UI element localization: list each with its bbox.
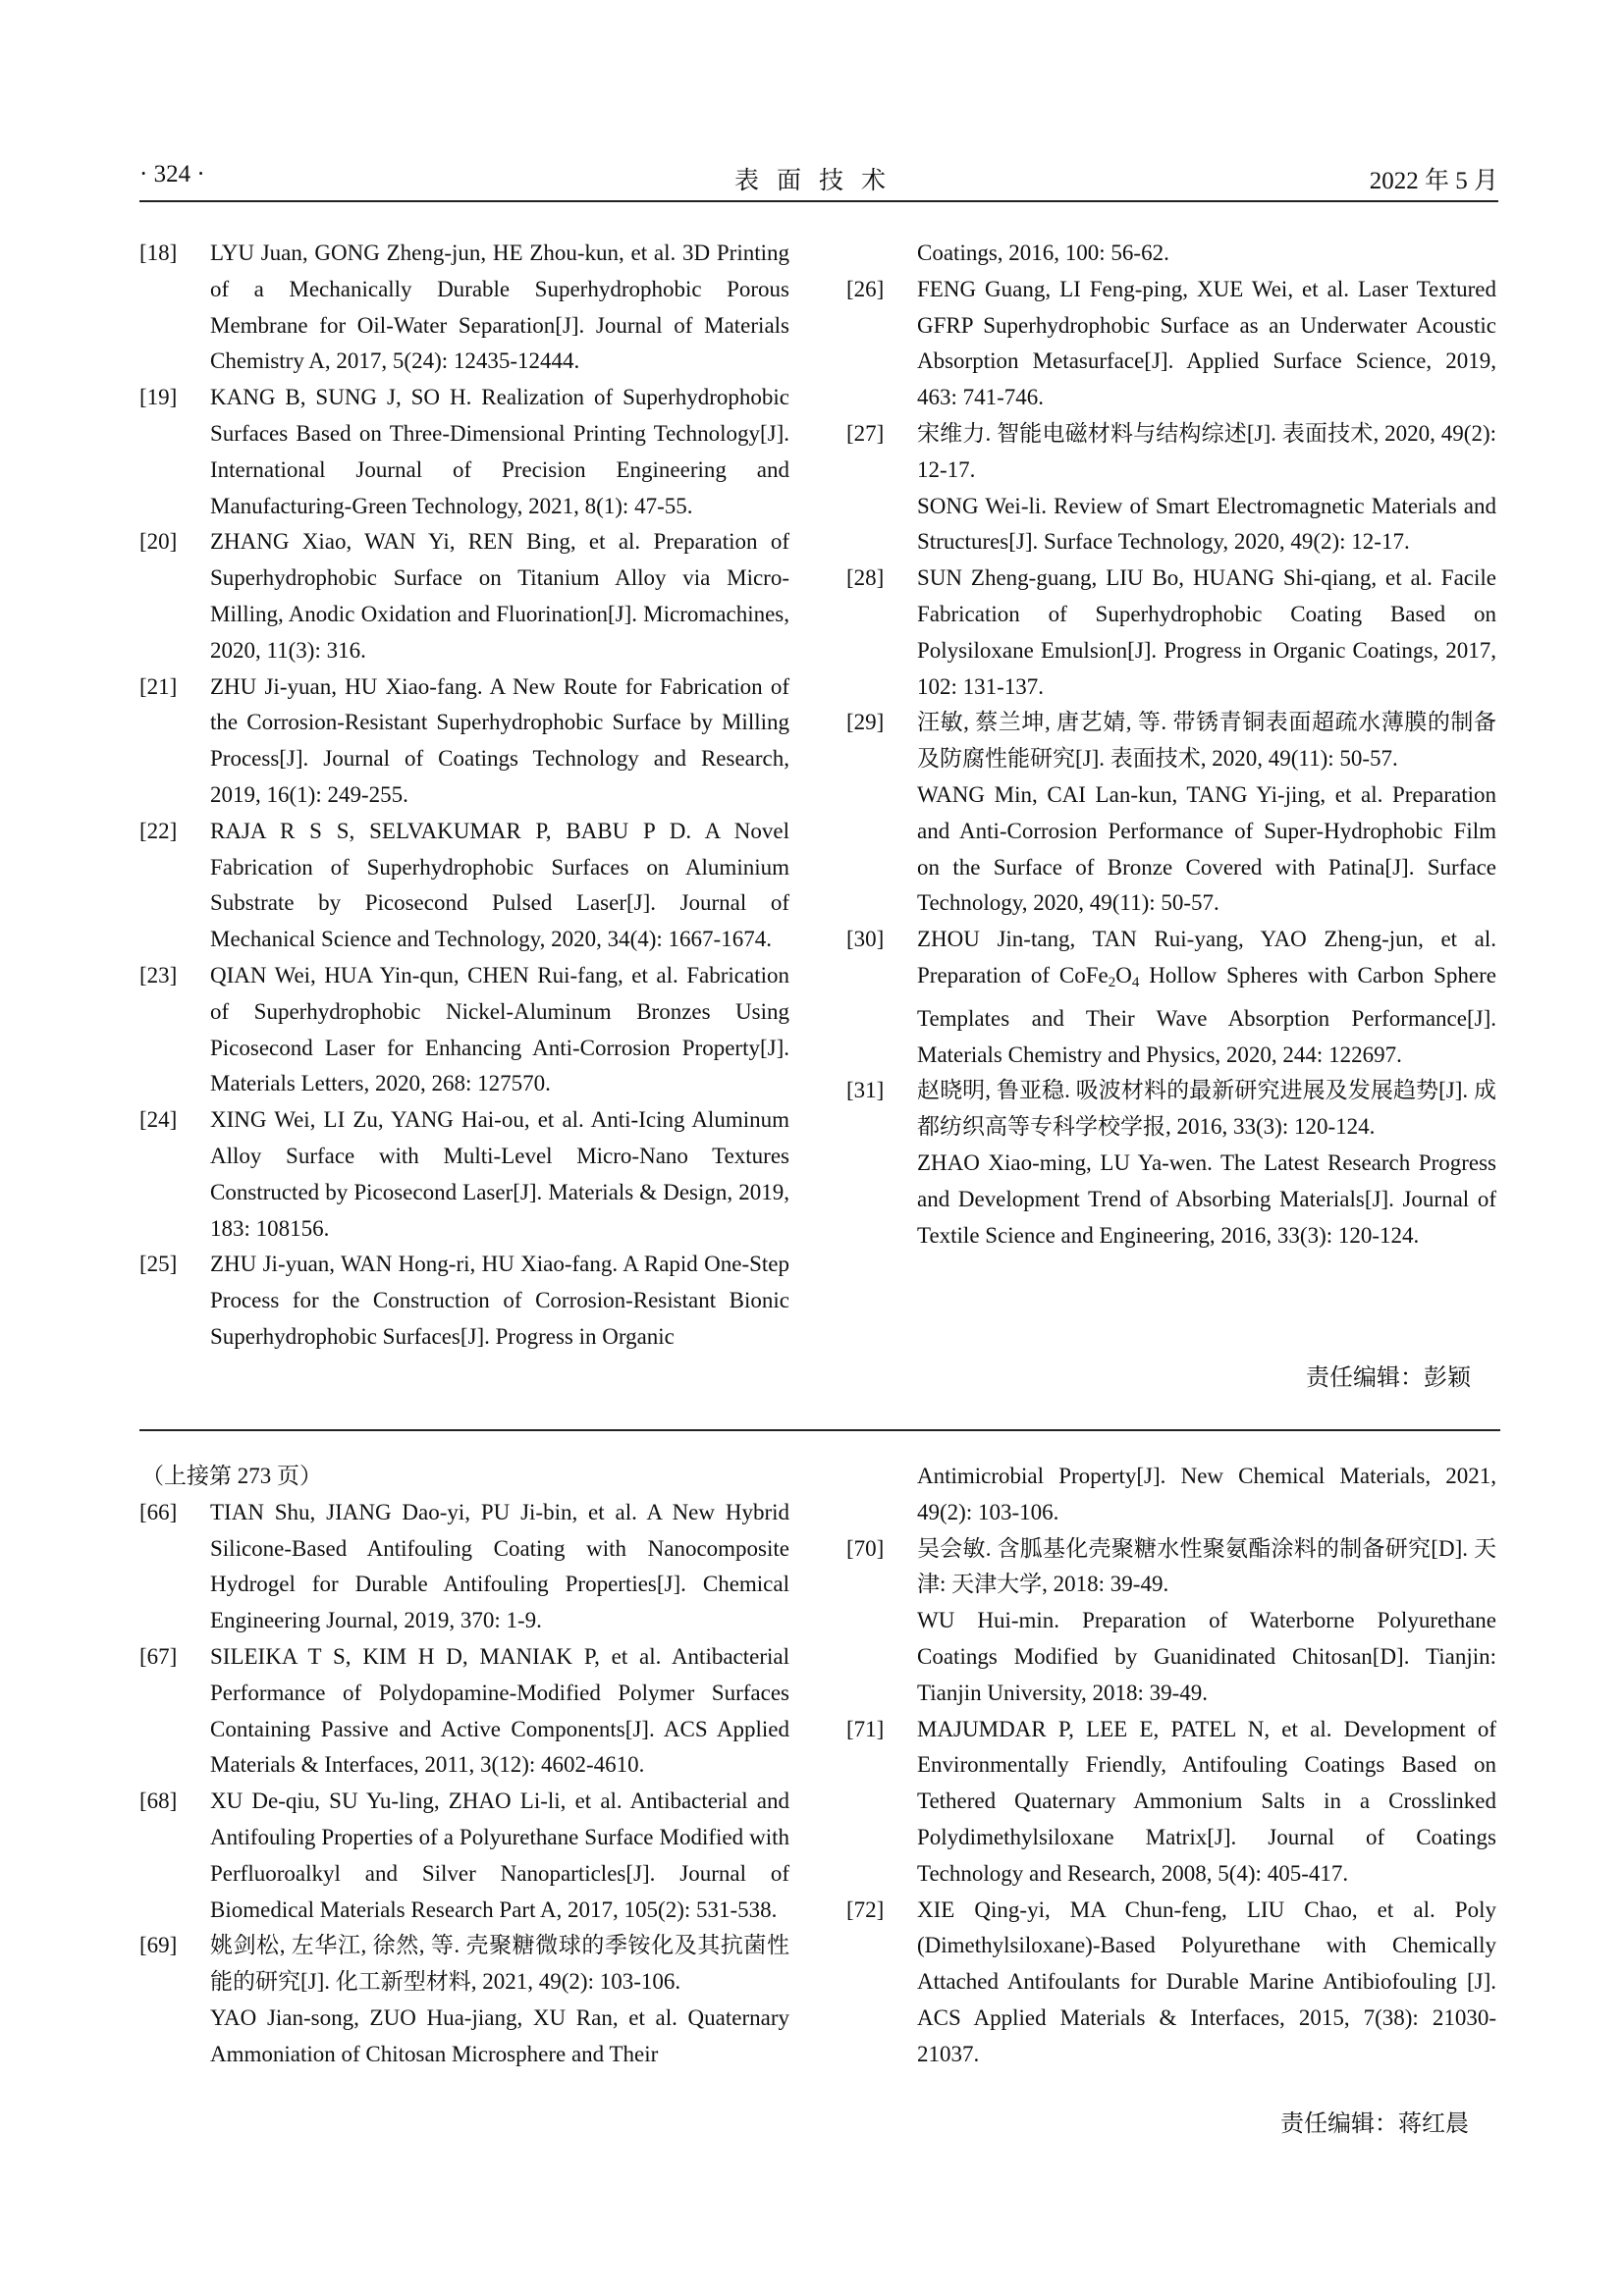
reference-item <box>846 1893 1496 2073</box>
reference-text: KANG B, SUNG J, SO H. Realization of Superhydrophobic Surfaces Based on Three-Dimensional Printing Technology[J]. International Journal of Precision Engineering and Manufacturing-Green Technology, 2021, 8(1): 47-55. <box>210 385 789 518</box>
page-header <box>139 157 1498 202</box>
reference-continuation <box>846 236 1496 272</box>
reference-item <box>846 1073 1496 1254</box>
reference-item <box>139 1102 789 1247</box>
subscript: 2 <box>1108 974 1116 990</box>
reference-item <box>846 1712 1496 1893</box>
reference-number: [67] <box>139 1643 178 1669</box>
reference-item <box>846 1531 1496 1712</box>
reference-text: ZHU Ji-yuan, HU Xiao-fang. A New Route for Fabrication of the Corrosion-Resistant Superhydrophobic Surface by Milling Process[J]. Journal of Coatings Technology and Research, 2019, 16(1): 249-255. <box>210 673 789 807</box>
bottom-right-column <box>846 1459 1496 2073</box>
reference-text: RAJA R S S, SELVAKUMAR P, BABU P D. A Novel Fabrication of Superhydrophobic Surfaces on Aluminium Substrate by Picosecond Pulsed Laser[J]. Journal of Mechanical Science and Technology, 2020, 34(4): 1667-1674. <box>210 818 789 952</box>
reference-text: ZHANG Xiao, WAN Yi, REN Bing, et al. Preparation of Superhydrophobic Surface on Titanium Alloy via Micro-Milling, Anodic Oxidation and Fluorination[J]. Micromachines, 2020, 11(3): 316. <box>210 529 789 663</box>
reference-text-part: Hollow Spheres with Carbon Sphere Templates and Their Wave Absorption Performance[J]. Materials Chemistry and Physics, 2020, 244: 122697. <box>917 962 1496 1067</box>
reference-text-en: YAO Jian-song, ZUO Hua-jiang, XU Ran, et al. Quaternary Ammoniation of Chitosan Microsphere and Their <box>210 2004 789 2066</box>
reference-text <box>917 927 1496 1066</box>
reference-item <box>139 1784 789 1928</box>
reference-number: [23] <box>139 962 178 988</box>
reference-item <box>139 814 789 958</box>
reference-item <box>139 669 789 814</box>
reference-item <box>846 272 1496 416</box>
top-right-column <box>846 236 1496 1254</box>
reference-text-cn: 吴会敏. 含胍基化壳聚糖水性聚氨酯涂料的制备研究[D]. 天津: 天津大学, 2018: 39-49. <box>917 1535 1496 1597</box>
reference-item <box>139 236 789 380</box>
reference-number: [71] <box>846 1716 885 1741</box>
top-left-column <box>139 236 789 1356</box>
reference-number: [68] <box>139 1789 178 1814</box>
reference-item <box>139 1247 789 1355</box>
reference-number: [19] <box>139 385 178 410</box>
reference-item <box>846 561 1496 705</box>
reference-text-part: ZHOU Jin-tang, TAN Rui-yang, YAO Zheng-jun, et al. Preparation of CoFe <box>917 927 1496 988</box>
bottom-left-column <box>139 1459 789 2073</box>
reference-number: [18] <box>139 240 178 265</box>
continued-note: （上接第 273 页） <box>141 1464 322 1488</box>
reference-number: [69] <box>139 1933 178 1958</box>
reference-text-en: SONG Wei-li. Review of Smart Electromagnetic Materials and Structures[J]. Surface Technology, 2020, 49(2): 12-17. <box>917 493 1496 555</box>
reference-number: [21] <box>139 673 178 699</box>
reference-number: [28] <box>846 565 885 591</box>
reference-text-part: O <box>1115 962 1132 988</box>
reference-number: [24] <box>139 1107 178 1133</box>
reference-text: SUN Zheng-guang, LIU Bo, HUANG Shi-qiang, et al. Facile Fabrication of Superhydrophobic Coating Based on Polysiloxane Emulsion[J]. Progress in Organic Coatings, 2017, 102: 131-137. <box>917 565 1496 699</box>
reference-number: [31] <box>846 1078 885 1103</box>
reference-text-en: WU Hui-min. Preparation of Waterborne Polyurethane Coatings Modified by Guanidinated Chitosan[D]. Tianjin: Tianjin University, 2018: 39-49. <box>917 1608 1496 1705</box>
reference-item <box>846 922 1496 1073</box>
reference-item <box>846 705 1496 922</box>
reference-text: XIE Qing-yi, MA Chun-feng, LIU Chao, et al. Poly (Dimethylsiloxane)-Based Polyurethane with Chemically Attached Antifoulants for Durable Marine Antibiofouling [J]. ACS Applied Materials & Interfaces, 2015, 7(38): 21030-21037. <box>917 1896 1496 2066</box>
issue-date: 2022 年 5 月 <box>1369 168 1498 194</box>
reference-number: [70] <box>846 1535 885 1561</box>
reference-text: LYU Juan, GONG Zheng-jun, HE Zhou-kun, et al. 3D Printing of a Mechanically Durable Superhydrophobic Porous Membrane for Oil-Water Separation[J]. Journal of Materials Chemistry A, 2017, 5(24): 12435-12444. <box>210 240 789 374</box>
reference-text: Antimicrobial Property[J]. New Chemical Materials, 2021, 49(2): 103-106. <box>917 1464 1496 1524</box>
reference-number: [66] <box>139 1499 178 1524</box>
reference-number: [20] <box>139 529 178 555</box>
reference-item <box>846 416 1496 561</box>
reference-text: XU De-qiu, SU Yu-ling, ZHAO Li-li, et al. Antibacterial and Antifouling Properties of a Polyurethane Surface Modified with Perfluoroalkyl and Silver Nanoparticles[J]. Journal of Biomedical Materials Research Part A, 2017, 105(2): 531-538. <box>210 1789 789 1922</box>
reference-text-cn: 汪敏, 蔡兰坤, 唐艺婧, 等. 带锈青铜表面超疏水薄膜的制备及防腐性能研究[J]. 表面技术, 2020, 49(11): 50-57. <box>917 710 1496 772</box>
subscript: 4 <box>1131 974 1140 990</box>
reference-text-cn: 姚剑松, 左华江, 徐然, 等. 壳聚糖微球的季铵化及其抗菌性能的研究[J]. 化工新型材料, 2021, 49(2): 103-106. <box>210 1933 789 1995</box>
reference-number: [30] <box>846 927 885 952</box>
reference-number: [72] <box>846 1896 885 1922</box>
reference-text-en: ZHAO Xiao-ming, LU Ya-wen. The Latest Research Progress and Development Trend of Absorbing Materials[J]. Journal of Textile Science and Engineering, 2016, 33(3): 120-124. <box>917 1149 1496 1248</box>
reference-number: [25] <box>139 1252 178 1277</box>
reference-number: [27] <box>846 420 885 446</box>
reference-item <box>139 1495 789 1639</box>
reference-text: FENG Guang, LI Feng-ping, XUE Wei, et al. Laser Textured GFRP Superhydrophobic Surface as an Underwater Acoustic Absorption Metasurface[J]. Applied Surface Science, 2019, 463: 741-746. <box>917 276 1496 410</box>
reference-text-en: WANG Min, CAI Lan-kun, TANG Yi-jing, et al. Preparation and Anti-Corrosion Performance of Super-Hydrophobic Film on the Surface of Bronze Covered with Patina[J]. Surface Technology, 2020, 49(11): 50-57. <box>917 781 1496 916</box>
reference-continuation <box>846 1459 1496 1531</box>
reference-item <box>139 1639 789 1784</box>
reference-number: [29] <box>846 710 885 735</box>
reference-text: Coatings, 2016, 100: 56-62. <box>917 240 1169 265</box>
reference-text: QIAN Wei, HUA Yin-qun, CHEN Rui-fang, et al. Fabrication of Superhydrophobic Nickel-Aluminum Bronzes Using Picosecond Laser for Enhancing Anti-Corrosion Property[J]. Materials Letters, 2020, 268: 127570. <box>210 962 789 1096</box>
section-divider <box>139 1429 1500 1431</box>
reference-text-cn: 赵晓明, 鲁亚稳. 吸波材料的最新研究进展及发展趋势[J]. 成都纺织高等专科学校学报, 2016, 33(3): 120-124. <box>917 1078 1496 1140</box>
reference-number: [26] <box>846 276 885 301</box>
reference-text: ZHU Ji-yuan, WAN Hong-ri, HU Xiao-fang. A Rapid One-Step Process for the Construction of Corrosion-Resistant Bionic Superhydrophobic Surfaces[J]. Progress in Organic <box>210 1252 789 1349</box>
reference-item <box>139 380 789 524</box>
reference-text: MAJUMDAR P, LEE E, PATEL N, et al. Development of Environmentally Friendly, Antifouling Coatings Based on Tethered Quaternary Ammonium Salts in a Crosslinked Polydimethylsiloxane Matrix[J]. Journal of Coatings Technology and Research, 2008, 5(4): 405-417. <box>917 1716 1496 1886</box>
reference-text: XING Wei, LI Zu, YANG Hai-ou, et al. Anti-Icing Aluminum Alloy Surface with Multi-Level Micro-Nano Textures Constructed by Picosecond Laser[J]. Materials & Design, 2019, 183: 108156. <box>210 1107 789 1241</box>
reference-text: SILEIKA T S, KIM H D, MANIAK P, et al. Antibacterial Performance of Polydopamine-Modified Polymer Surfaces Containing Passive and Active Components[J]. ACS Applied Materials & Interfaces, 2011, 3(12): 4602-4610. <box>210 1643 789 1778</box>
reference-number: [22] <box>139 818 178 843</box>
reference-text: TIAN Shu, JIANG Dao-yi, PU Ji-bin, et al. A New Hybrid Silicone-Based Antifouling Coating with Nanocomposite Hydrogel for Durable Antifouling Properties[J]. Chemical Engineering Journal, 2019, 370: 1-9. <box>210 1499 789 1633</box>
reference-item <box>139 1928 789 2072</box>
journal-title: 表面技术 <box>733 168 903 194</box>
reference-text-cn: 宋维力. 智能电磁材料与结构综述[J]. 表面技术, 2020, 49(2): 12-17. <box>917 420 1496 482</box>
page-number: · 324 · <box>139 161 205 187</box>
responsible-editor: 责任编辑：蒋红晨 <box>1280 2111 1469 2137</box>
responsible-editor: 责任编辑：彭颖 <box>1306 1365 1471 1391</box>
reference-item <box>139 524 789 668</box>
reference-item <box>139 958 789 1102</box>
